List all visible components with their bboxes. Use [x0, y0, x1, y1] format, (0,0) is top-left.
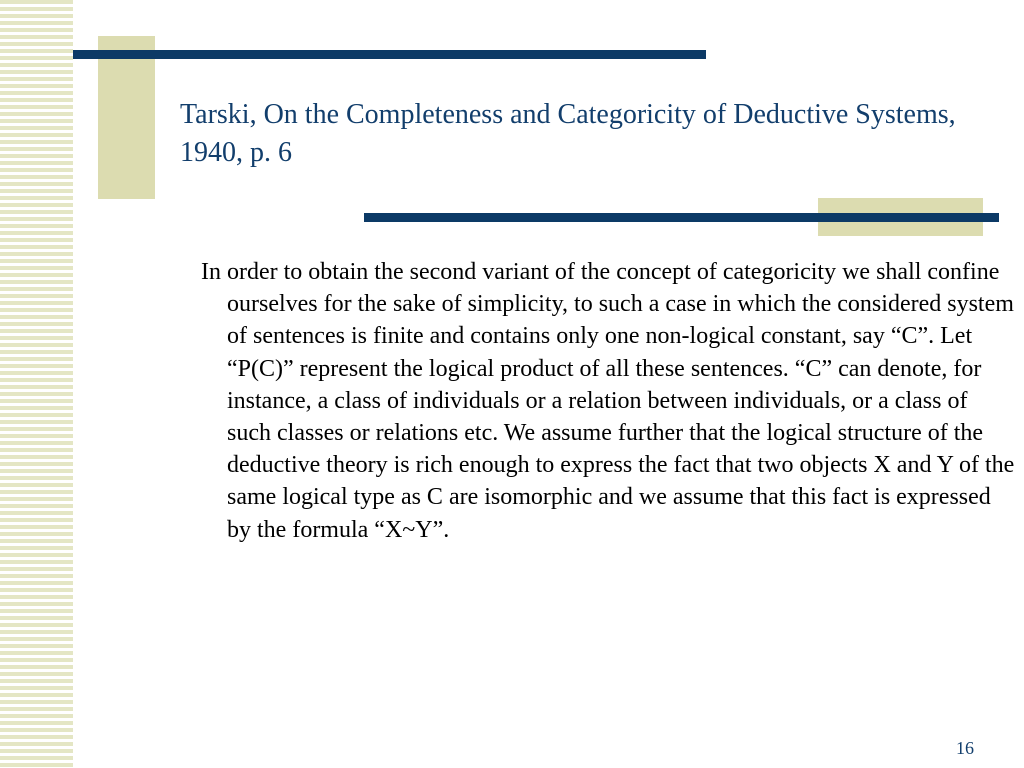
decorative-tan-block-left: [98, 36, 155, 199]
decorative-top-bar: [73, 50, 706, 59]
slide-body-quote: In order to obtain the second variant of the concept of categoricity we shall confine ourselves for the sake of simplicity, to such a case in which the considered system of sentences is finite and contains only one non-logical constant, say “C”. Let “P(C)” represent the logical product of all these sentences. “C” can denote, for instance, a class of individuals or a relation between individuals, or a class of such classes or relations etc. We assume further that the logical structure of the deductive theory is rich enough to express the fact that two objects X and Y of the same logical type as C are isomorphic and we assume that this fact is expressed by the formula “X~Y”.: [201, 259, 1015, 543]
page-number: 16: [956, 738, 974, 758]
decorative-stripes: [0, 0, 73, 768]
decorative-middle-bar: [364, 213, 999, 222]
slide-title: Tarski, On the Completeness and Categoricity of Deductive Systems, 1940, p. 6: [180, 99, 956, 168]
